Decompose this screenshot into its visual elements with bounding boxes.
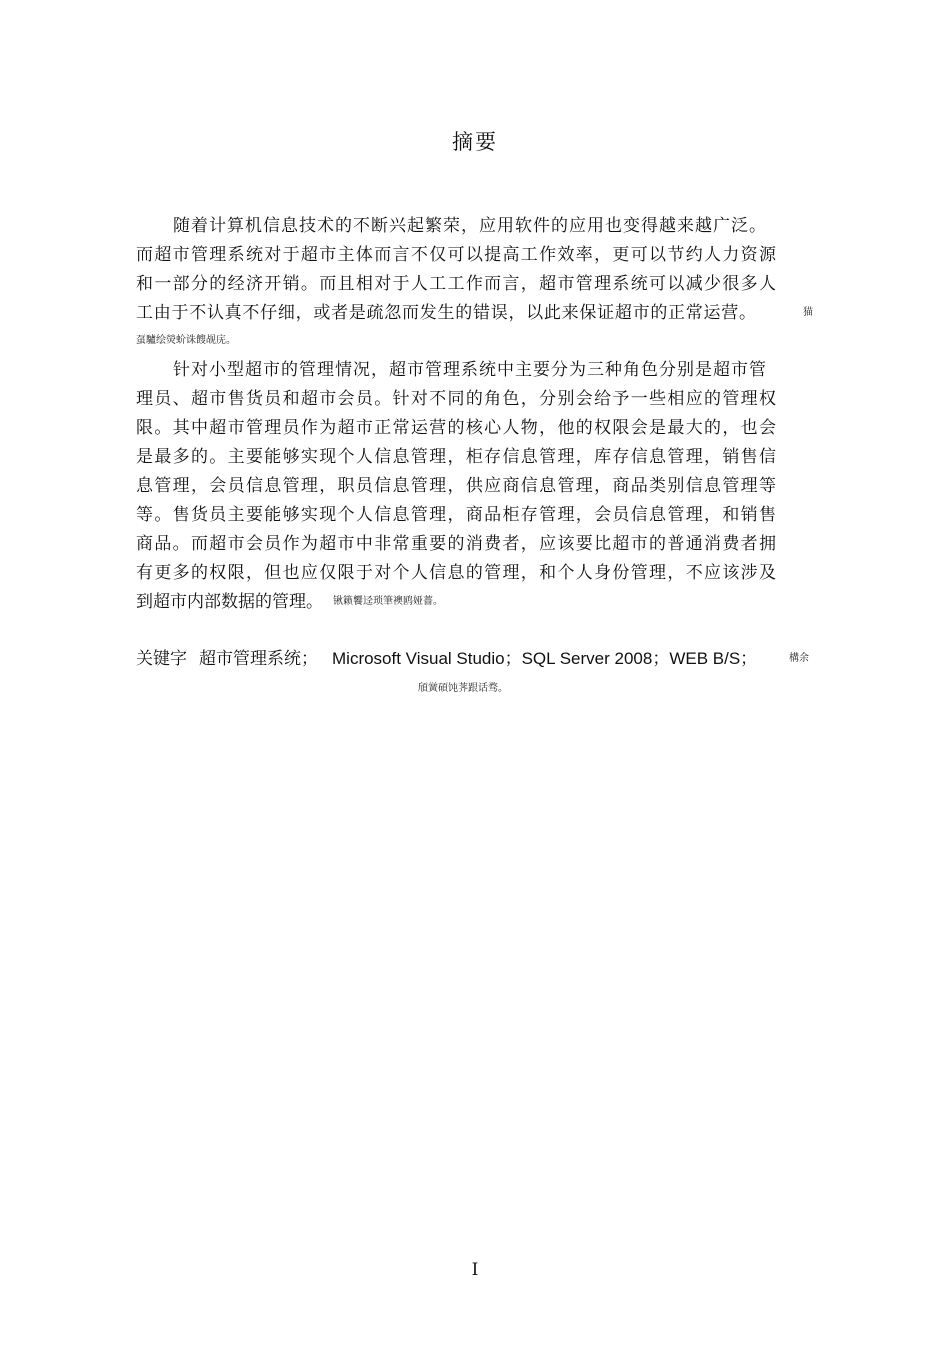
paragraph-1-line-3: 和一部分的经济开销。而且相对于人工工作而言，超市管理系统可以减少很多人 <box>136 274 776 294</box>
garbled-line-text-1: 虿驢绘熒蚧诛餿觇庑。 <box>136 335 236 346</box>
paragraph-1-line-2: 而超市管理系统对于超市主体而言不仅可以提高工作效率，更可以节约人力资源 <box>136 245 776 265</box>
page-number: I <box>471 1260 479 1280</box>
garbled-inline-text-2: 锹籁饗迳琐筆襖鸥娅薔。 <box>333 596 443 607</box>
keywords-line <box>136 649 757 669</box>
paragraph-2-line-2: 理员、超市售货员和超市会员。针对不同的角色，分别会给予一些相应的管理权 <box>136 389 776 409</box>
garbled-side-text-1: 猫 <box>803 307 813 318</box>
keywords-value-cn: 超市管理系统； <box>199 649 318 669</box>
paragraph-2-line-9: 到超市内部数据的管理。 <box>136 592 323 612</box>
paragraph-2-line-6: 等。售货员主要能够实现个人信息管理，商品柜存管理，会员信息管理，和销售 <box>136 505 776 525</box>
garbled-line-text-keywords: 頎黉碩饨荠跟话骛。 <box>418 683 508 694</box>
paragraph-1-line-4: 工由于不认真不仔细，或者是疏忽而发生的错误，以此来保证超市的正常运营。 <box>136 303 756 323</box>
paragraph-2-line-8: 有更多的权限，但也应仅限于对个人信息的管理，和个人身份管理，不应该涉及 <box>136 563 776 583</box>
paragraph-1-line-1: 随着计算机信息技术的不断兴起繁荣，应用软件的应用也变得越来越广泛。 <box>173 216 766 236</box>
paragraph-2-line-1: 针对小型超市的管理情况，超市管理系统中主要分为三种角色分别是超市管 <box>173 360 766 380</box>
keywords-label: 关键字 <box>136 649 187 669</box>
paragraph-2-line-4: 是最多的。主要能够实现个人信息管理，柜存信息管理，库存信息管理，销售信 <box>136 447 776 467</box>
page-title: 摘要 <box>452 130 498 154</box>
keywords-value-en: Microsoft Visual Studio；SQL Server 2008；WEB B/S； <box>332 649 758 668</box>
paragraph-2-line-3: 限。其中超市管理员作为超市正常运营的核心人物，他的权限会是最大的，也会 <box>136 418 776 438</box>
paragraph-2-line-5: 息管理，会员信息管理，职员信息管理，供应商信息管理，商品类别信息管理等 <box>136 476 776 496</box>
garbled-side-text-keywords: 構余 <box>789 653 809 664</box>
paragraph-2-line-7: 商品。而超市会员作为超市中非常重要的消费者，应该要比超市的普通消费者拥 <box>136 534 776 554</box>
